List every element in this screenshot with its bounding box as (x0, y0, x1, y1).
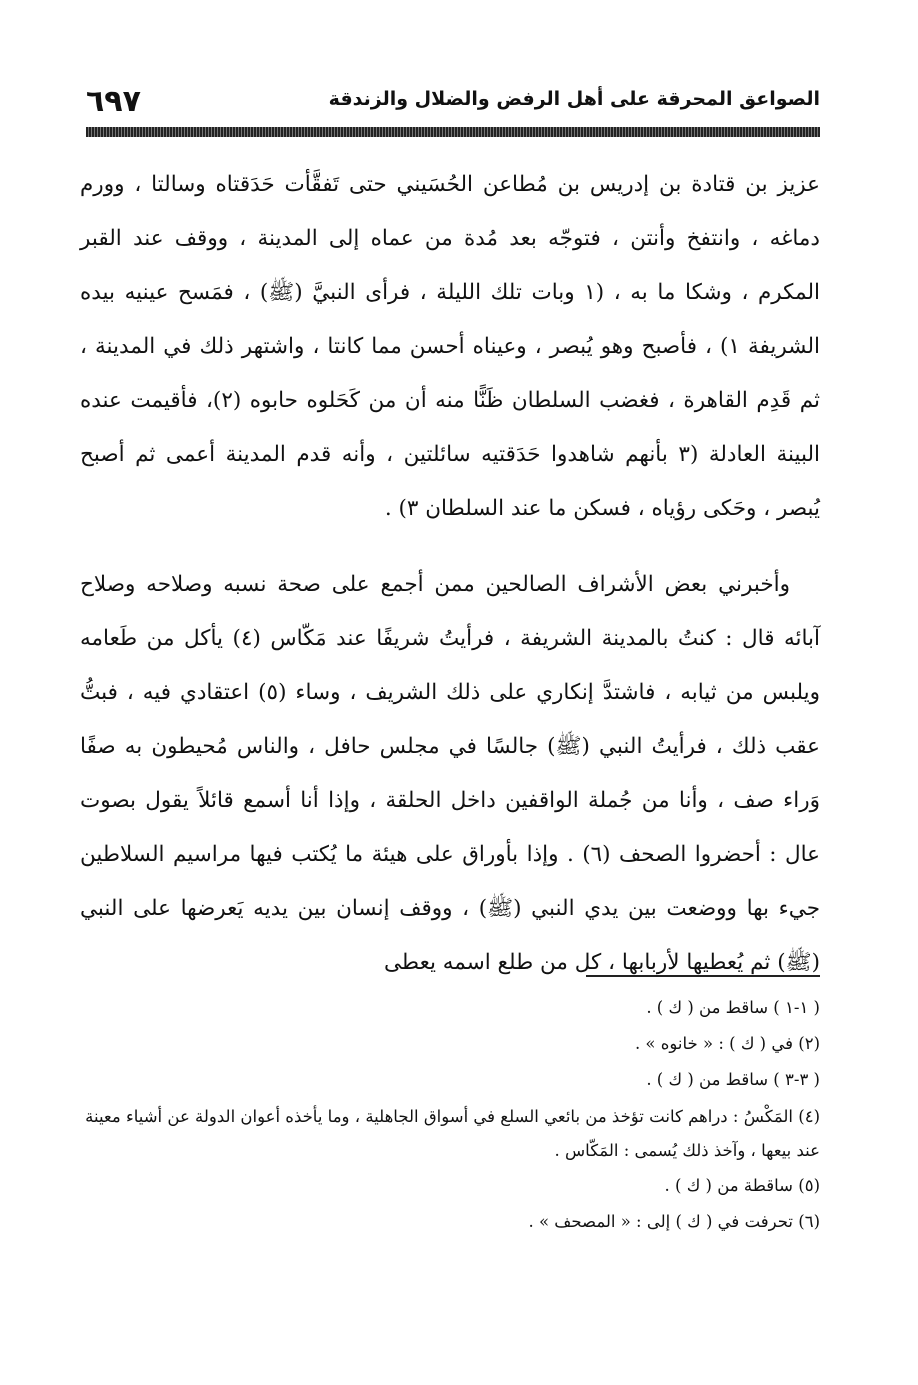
book-title: الصواعق المحرقة على أهل الرفض والضلال والزندقة (328, 88, 820, 110)
footnote-separator (586, 975, 820, 977)
footnote: (٥) ساقطة من ( ك ) . (664, 1176, 820, 1195)
footnotes-list (80, 990, 820, 1240)
footnote: (٤) المَكْسُ : دراهم كانت تؤخذ من بائعي السلع في أسواق الجاهلية ، وما يأخذه أعوان الدولة عن أشياء معينة عند بيعها ، وآخذ ذلك يُسمى : المَكّاس . (85, 1107, 820, 1160)
running-header (86, 86, 820, 122)
footnote: (٦) تحرفت في ( ك ) إلى : « المصحف » . (528, 1212, 820, 1231)
footnote: (٢) في ( ك ) : « خانوه » . (634, 1034, 820, 1053)
page-number: ٦٩٧ (86, 84, 141, 119)
footnote: ( ٣-٣ ) ساقط من ( ك ) . (646, 1070, 820, 1089)
main-text (80, 158, 820, 990)
header-rule (86, 127, 820, 137)
footnote: ( ١-١ ) ساقط من ( ك ) . (646, 998, 820, 1017)
paragraph: عزيز بن قتادة بن إدريس بن مُطاعن الحُسَيني حتى تَفقَّأت حَدَقتاه وسالتا ، وورم دماغه ، وانتفخ وأنتن ، فتوجّه بعد مُدة من عماه إلى المدينة ، ووقف عند القبر المكرم ، وشكا ما به ، (١ وبات تلك الليلة ، فرأى النبيَّ (ﷺ) ، فمَسح عينيه بيده الشريفة ١) ، فأصبح وهو يُبصر ، وعيناه أحسن مما كانتا ، واشتهر ذلك في المدينة ، ثم قَدِم القاهرة ، فغضب السلطان ظَنًّا منه أن من كَحَلوه حابوه (٢)، فأقيمت عنده البينة العادلة (٣ بأنهم شاهدوا حَدَقتيه سائلتين ، وأنه قدم المدينة أعمى ثم أصبح يُبصر ، وحَكى رؤياه ، فسكن ما عند السلطان ٣) . (80, 172, 820, 521)
paragraph: وأخبرني بعض الأشراف الصالحين ممن أجمع على صحة نسبه وصلاحه وصلاح آبائه قال : كنتُ بالمدينة الشريفة ، فرأيتُ شريفًا عند مَكّاس (٤) يأكل من طَعامه ويلبس من ثيابه ، فاشتدَّ إنكاري على ذلك الشريف ، وساء (٥) اعتقادي فيه ، فبتُّ عقب ذلك ، فرأيتُ النبي (ﷺ) جالسًا في مجلس حافل ، والناس مُحيطون به صفًا وَراء صف ، وأنا من جُملة الواقفين داخل الحلقة ، وإذا أنا أسمع قائلاً يقول بصوت عال : أحضروا الصحف (٦) . وإذا بأوراق على هيئة ما يُكتب فيها مراسيم السلاطين جيء بها ووضعت بين يدي النبي (ﷺ) ، ووقف إنسان بين يديه يَعرضها على النبي (ﷺ) ثم يُعطيها لأربابها ، كل من طلع اسمه يعطى (80, 572, 821, 975)
